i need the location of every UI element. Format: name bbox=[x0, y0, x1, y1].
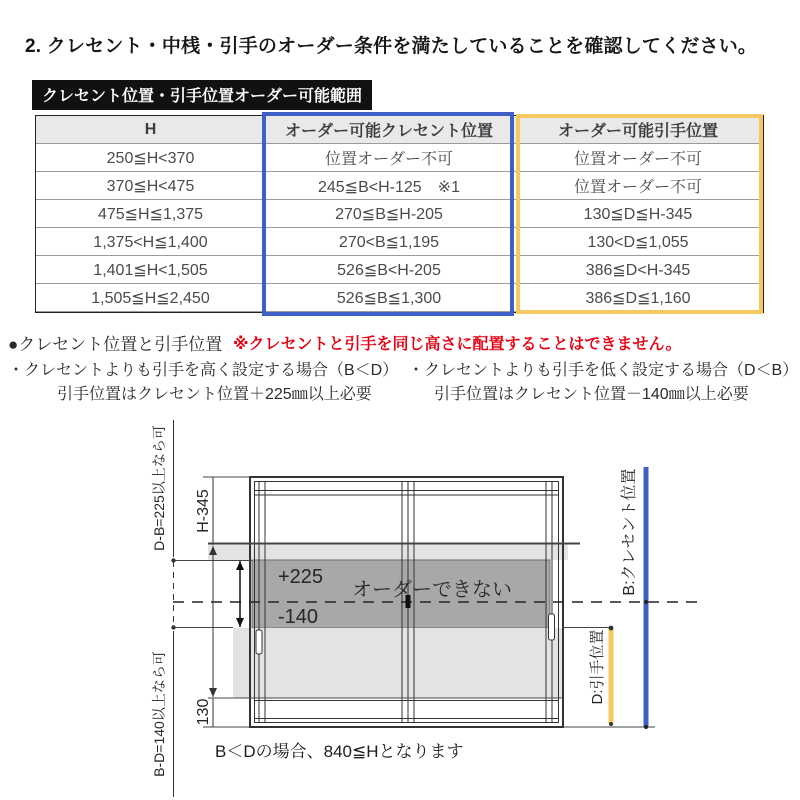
note-heading: ●クレセント位置と引手位置 bbox=[8, 335, 223, 354]
cell-h: 1,375<H≦1,400 bbox=[93, 233, 208, 251]
cell-handle: 位置オーダー不可 bbox=[573, 179, 702, 196]
handle-position-axis bbox=[609, 626, 614, 726]
table-row bbox=[36, 172, 763, 200]
cell-h: 370≦H<475 bbox=[106, 177, 195, 195]
col-header-handle: オーダー可能引手位置 bbox=[557, 123, 718, 140]
arrow-down-icon bbox=[209, 688, 217, 697]
allowed-band-lower bbox=[233, 628, 563, 698]
forbidden-zone-label: オーダーできない bbox=[352, 579, 512, 601]
page-title: 2. クレセント・中桟・引手のオーダー条件を満たしていることを確認してください。 bbox=[25, 36, 758, 57]
pull-handle-left bbox=[256, 630, 262, 654]
allowed-band-upper bbox=[208, 543, 568, 560]
cell-crescent: 270≦B≦H-205 bbox=[335, 205, 443, 223]
note-case-low: ・クレセントよりも引手を低く設定する場合（D＜B） bbox=[408, 362, 799, 379]
table-row bbox=[36, 256, 763, 284]
cell-h: 1,401≦H<1,505 bbox=[93, 261, 208, 279]
table-row bbox=[36, 144, 763, 172]
cell-handle: 130≦D≦H-345 bbox=[583, 205, 693, 223]
section-badge: クレセント位置・引手位置オーダー可能範囲 bbox=[32, 80, 372, 110]
note-case-high: ・クレセントよりも引手を高く設定する場合（B＜D） bbox=[8, 362, 399, 379]
table-header-row bbox=[36, 116, 763, 144]
cell-handle: 位置オーダー不可 bbox=[573, 151, 702, 168]
crescent-position-axis bbox=[644, 467, 648, 729]
handle-axis-label: D:引手位置 bbox=[589, 629, 606, 705]
arrow-up-icon bbox=[236, 561, 244, 570]
cell-h: 1,505≦H≦2,450 bbox=[91, 289, 210, 307]
cell-crescent: 245≦B<H-125 ※1 bbox=[317, 179, 460, 196]
order-range-table bbox=[35, 115, 764, 313]
note-case-high-detail: 引手位置はクレセント位置＋225㎜以上必要 bbox=[57, 386, 372, 403]
note-case-low-detail: 引手位置はクレセント位置－140㎜以上必要 bbox=[434, 386, 749, 403]
dimension-band-arrow bbox=[236, 561, 244, 627]
col-header-crescent: オーダー可能クレセント位置 bbox=[284, 123, 493, 140]
dim-plus225-label: +225 bbox=[278, 566, 324, 588]
cell-crescent: 位置オーダー不可 bbox=[324, 151, 453, 168]
cell-crescent: 526≦B<H-205 bbox=[337, 261, 441, 279]
cell-h: 250≦H<370 bbox=[106, 149, 195, 167]
note-warning: ※クレセントと引手を同じ高さに配置することはできません。 bbox=[233, 336, 682, 353]
table-row bbox=[36, 228, 763, 256]
col-header-h: H bbox=[144, 120, 157, 138]
cell-handle: 386≦D<H-345 bbox=[585, 261, 691, 279]
cell-handle: 130<D≦1,055 bbox=[587, 233, 689, 251]
dim-130-label: 130 bbox=[195, 698, 212, 726]
arrow-down-icon bbox=[236, 618, 244, 627]
left-guide-line bbox=[171, 420, 175, 797]
pull-handle-right bbox=[549, 614, 555, 640]
dim-minus140-label: -140 bbox=[278, 606, 319, 628]
crescent-axis-label: B:クレセント位置 bbox=[621, 468, 638, 596]
cell-crescent: 526≦B≦1,300 bbox=[336, 289, 442, 307]
dim-h345-label: H-345 bbox=[195, 489, 212, 533]
cell-handle: 386≦D≦1,160 bbox=[585, 289, 691, 307]
cell-h: 475≦H≦1,375 bbox=[97, 205, 204, 223]
label-d-minus-b: D-B=225以上なら可 bbox=[151, 425, 167, 551]
table-row bbox=[36, 200, 763, 228]
cell-crescent: 270<B≦1,195 bbox=[338, 233, 440, 251]
label-b-minus-d: B-D=140以上なら可 bbox=[151, 651, 167, 777]
diagram-caption: B＜Dの場合、840≦Hとなります bbox=[215, 742, 464, 761]
table-row bbox=[36, 284, 763, 312]
